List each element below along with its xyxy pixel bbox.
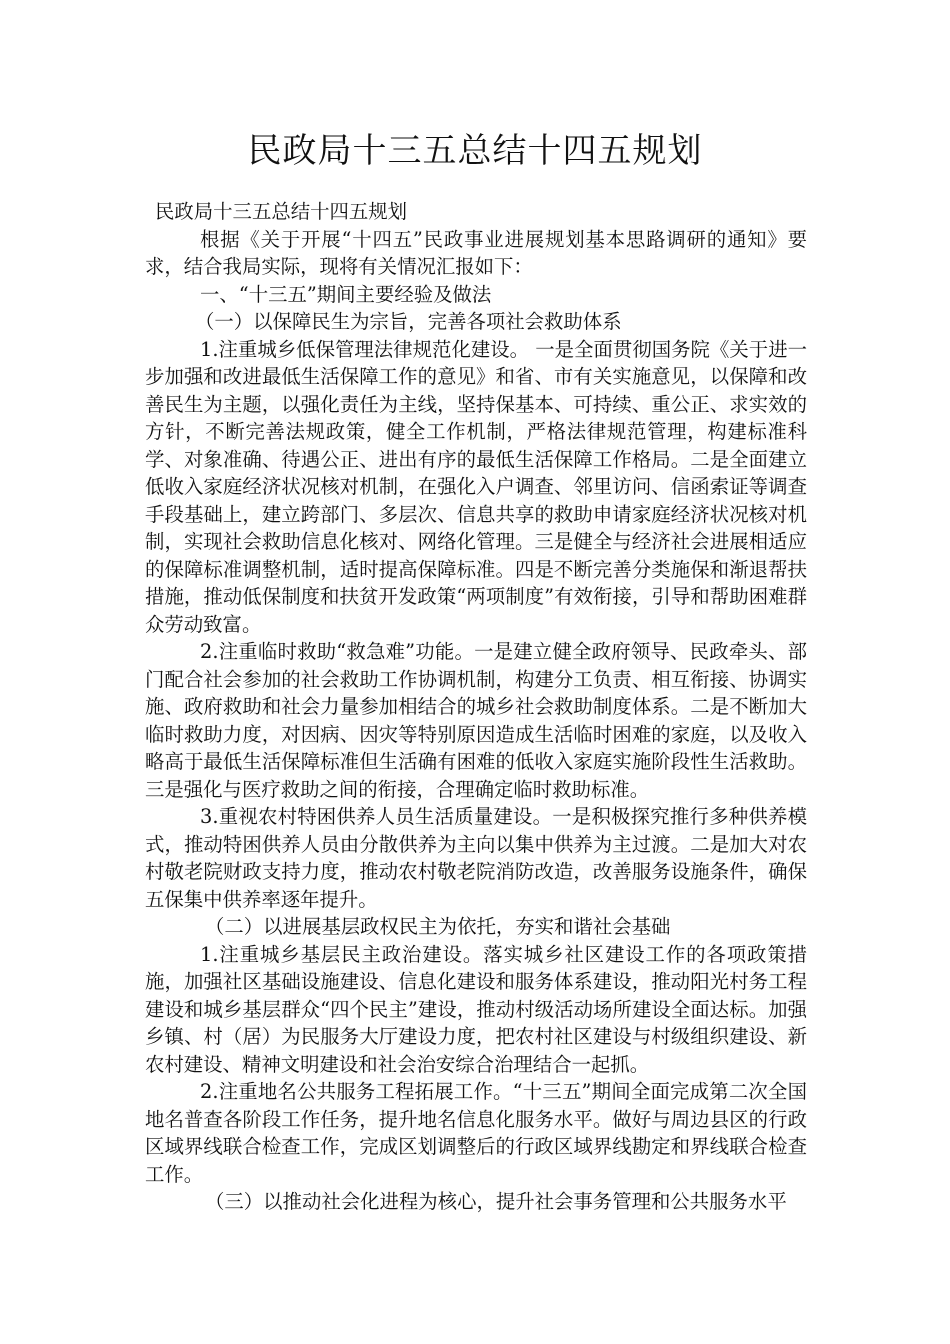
- subsection-heading-3: （三）以推动社会化进程为核心，提升社会事务管理和公共服务水平: [205, 1190, 787, 1213]
- subtitle-paragraph: 民政局十三五总结十四五规划: [155, 200, 408, 223]
- paragraph-2-1: 1.注重城乡基层民主政治建设。落实城乡社区建设工作的各项政策措施，加强社区基础设施建设、信息化建设和服务体系建设，推动阳光村务工程建设和城乡基层群众“四个民主”建设，推动村级活动场所建设全面达标。加强乡镇、村（居）为民服务大厅建设力度，把农村社区建设与村级组织建设、新农村建设、精神文明建设和社会治安综合治理结合一起抓。: [145, 942, 807, 1076]
- paragraph-1-2: 2.注重临时救助“救急难”功能。一是建立健全政府领导、民政牵头、部门配合社会参加的社会救助工作协调机制，构建分工负责、相互衔接、协调实施、政府救助和社会力量参加相结合的城乡社会救助制度体系。二是不断加大临时救助力度，对因病、因灾等特别原因造成生活临时困难的家庭，以及收入略高于最低生活保障标准但生活确有困难的低收入家庭实施阶段性生活救助。三是强化与医疗救助之间的衔接，合理确定临时救助标准。: [145, 640, 807, 801]
- paragraph-1-3: 3.重视农村特困供养人员生活质量建设。一是积极探究推行多种供养模式，推动特困供养人员由分散供养为主向以集中供养为主过渡。二是加大对农村敬老院财政支持力度，推动农村敬老院消防改造，改善服务设施条件，确保五保集中供养率逐年提升。: [145, 805, 807, 911]
- document-title: 民政局十三五总结十四五规划: [247, 131, 703, 171]
- intro-paragraph: 根据《关于开展“十四五”民政事业进展规划基本思路调研的通知》要求，结合我局实际，现将有关情况汇报如下：: [145, 227, 807, 278]
- document-body: [145, 198, 807, 1216]
- subsection-heading-2: （二）以进展基层政权民主为依托，夯实和谐社会基础: [205, 915, 671, 938]
- paragraph-2-2: 2.注重地名公共服务工程拓展工作。“十三五”期间全面完成第二次全国地名普查各阶段工作任务，提升地名信息化服务水平。做好与周边县区的行政区域界线联合检查工作，完成区划调整后的行政区域界线勘定和界线联合检查工作。: [145, 1080, 807, 1186]
- paragraph-1-1: 1.注重城乡低保管理法律规范化建设。 一是全面贯彻国务院《关于进一步加强和改进最低生活保障工作的意见》和省、市有关实施意见，以保障和改善民生为主题，以强化责任为主线，坚持保基本、可持续、重公正、求实效的方针，不断完善法规政策，健全工作机制，严格法律规范管理，构建标准科学、对象准确、待遇公正、进出有序的最低生活保障工作格局。二是全面建立低收入家庭经济状况核对机制，在强化入户调查、邻里访问、信函索证等调查手段基础上，建立跨部门、多层次、信息共享的救助申请家庭经济状况核对机制，实现社会救助信息化核对、网络化管理。三是健全与经济社会进展相适应的保障标准调整机制，适时提高保障标准。四是不断完善分类施保和渐退帮扶措施，推动低保制度和扶贫开发政策“两项制度”有效衔接，引导和帮助困难群众劳动致富。: [145, 337, 807, 636]
- section-heading-1: 一、“十三五”期间主要经验及做法: [200, 282, 492, 306]
- subsection-heading-1: （一）以保障民生为宗旨，完善各项社会救助体系: [195, 310, 622, 333]
